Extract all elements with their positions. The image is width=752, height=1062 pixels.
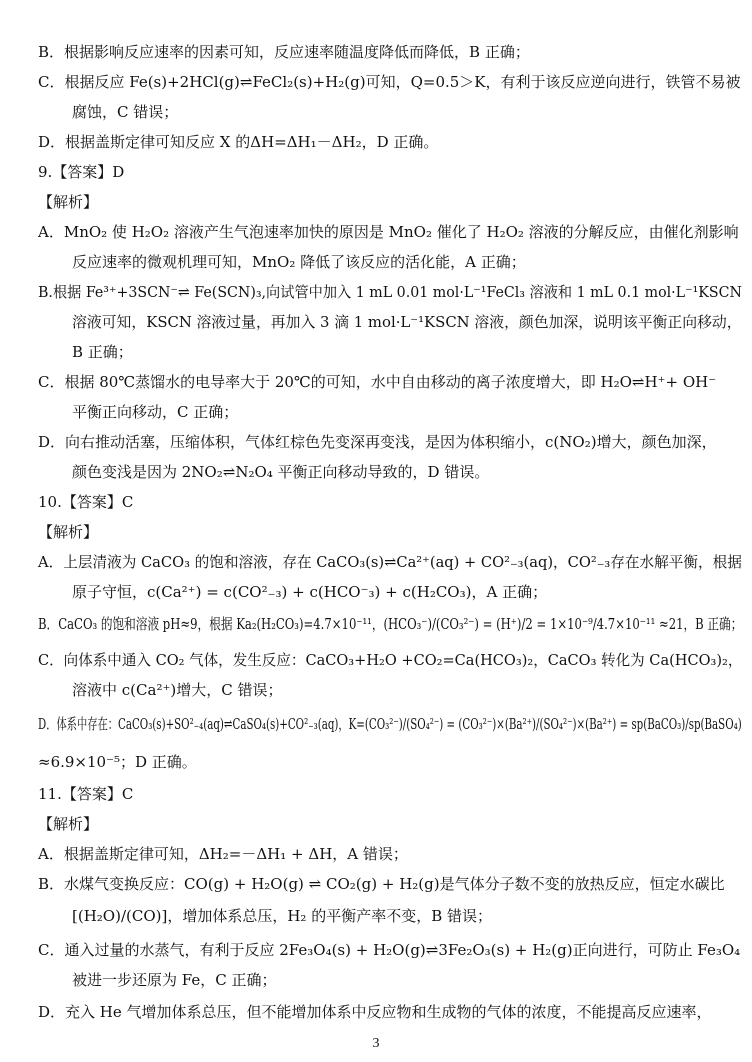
text-line: 颜色变浅是因为 2NO₂⇌N₂O₄ 平衡正向移动导致的，D 错误。 [72, 463, 490, 481]
text-line: C．根据反应 Fe(s)+2HCl(g)⇌FeCl₂(s)+H₂(g)可知，Q=0.5＞K，有利于该反应逆向进行，铁管不易被 [38, 73, 741, 91]
text-line: 溶液可知，KSCN 溶液过量，再加入 3 滴 1 mol·L⁻¹KSCN 溶液，颜色加深，说明该平衡正向移动， [72, 313, 742, 331]
text-line: B．根据影响反应速率的因素可知，反应速率随温度降低而降低，B 正确； [38, 43, 530, 61]
text-line: [(H₂O)/(CO)]，增加体系总压，H₂ 的平衡产率不变，B 错误； [72, 907, 492, 925]
text-line: 腐蚀，C 错误； [72, 103, 179, 121]
text-line: C．通入过量的水蒸气，有利于反应 2Fe₃O₄(s) + H₂O(g)⇌3Fe₂O₃(s) + H₂(g)正向进行，可防止 Fe₃O₄ [38, 941, 741, 959]
analysis-heading: 【解析】 [38, 523, 99, 541]
text-line: A．根据盖斯定律可知，ΔH₂=－ΔH₁ + ΔH，A 错误； [38, 845, 408, 863]
answer-heading: 10.【答案】C [38, 493, 134, 511]
text-line: C．根据 80℃蒸馏水的电导率大于 20℃的可知，水中自由移动的离子浓度增大，即 H₂O⇌H⁺+ OH⁻ [38, 373, 717, 391]
text-line: ≈6.9×10⁻⁵；D 正确。 [38, 753, 197, 771]
text-line: B．CaCO₃ 的饱和溶液 pH≈9，根据 Ka₂(H₂CO₃)=4.7×10⁻¹¹，(HCO₃⁻)/(CO₃²⁻) = (H⁺)/2 = 1×10⁻⁹/4.7×10⁻¹¹ ≈21，B 正确； [38, 615, 743, 633]
text-line: C．向体系中通入 CO₂ 气体，发生反应：CaCO₃+H₂O +CO₂=Ca(HCO₃)₂，CaCO₃ 转化为 Ca(HCO₃)₂， [38, 651, 743, 669]
text-line: B.根据 Fe³⁺+3SCN⁻⇌ Fe(SCN)₃,向试管中加入 1 mL 0.01 mol·L⁻¹FeCl₃ 溶液和 1 mL 0.1 mol·L⁻¹KSCN [38, 283, 742, 301]
text-line: D．充入 He 气增加体系总压，但不能增加体系中反应物和生成物的气体的浓度，不能提高反应速率， [38, 1003, 712, 1021]
text-line: 平衡正向移动，C 正确； [72, 403, 239, 421]
answer-heading: 11.【答案】C [38, 785, 134, 803]
text-line: 被进一步还原为 Fe，C 正确； [72, 971, 277, 989]
analysis-heading: 【解析】 [38, 193, 99, 211]
analysis-heading: 【解析】 [38, 815, 99, 833]
text-line: A．MnO₂ 使 H₂O₂ 溶液产生气泡速率加快的原因是 MnO₂ 催化了 H₂O₂ 溶液的分解反应，由催化剂影响 [38, 223, 739, 241]
text-line: 溶液中 c(Ca²⁺)增大，C 错误； [72, 681, 283, 699]
text-line: D．根据盖斯定律可知反应 X 的ΔH=ΔH₁－ΔH₂，D 正确。 [38, 133, 439, 151]
text-line: B 正确； [72, 343, 133, 361]
text-line: D．向右推动活塞，压缩体积，气体红棕色先变深再变浅，是因为体积缩小，c(NO₂)增大，颜色加深， [38, 433, 717, 451]
text-line: 反应速率的微观机理可知，MnO₂ 降低了该反应的活化能，A 正确； [72, 253, 526, 271]
page-number: 3 [372, 1036, 380, 1051]
text-line: D．体系中存在：CaCO₃(s)+SO²₋₄(aq)⇌CaSO₄(s)+CO²₋₃(aq)，K=(CO₃²⁻)/(SO₄²⁻) = (CO₃²⁻)×(Ba²⁺)/(SO₄²⁻)×(Ba²⁺) = sp(BaCO₃)/sp(BaSO₄) [38, 715, 742, 733]
text-line: A．上层清液为 CaCO₃ 的饱和溶液，存在 CaCO₃(s)⇌Ca²⁺(aq) + CO²₋₃(aq)，CO²₋₃存在水解平衡，根据 [38, 553, 742, 571]
text-line: 原子守恒，c(Ca²⁺) = c(CO²₋₃) + c(HCO⁻₃) + c(H₂CO₃)，A 正确； [72, 583, 548, 601]
text-line: B．水煤气变换反应：CO(g) + H₂O(g) ⇌ CO₂(g) + H₂(g)是气体分子数不变的放热反应，恒定水碳比 [38, 875, 725, 893]
answer-heading: 9.【答案】D [38, 163, 125, 181]
